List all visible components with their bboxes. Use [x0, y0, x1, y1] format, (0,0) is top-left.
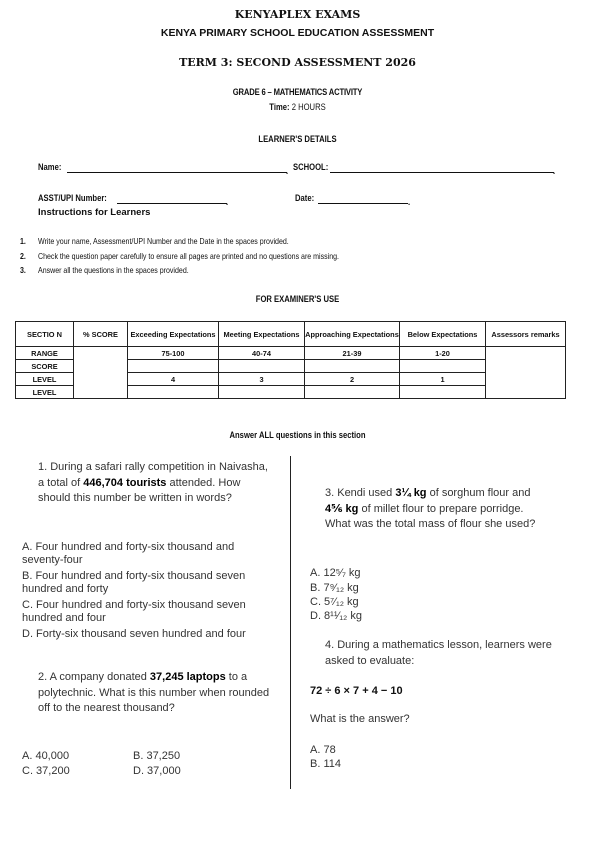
q1-option[interactable]: B. Four hundred and forty-six thousand seven hundred and forty	[22, 570, 246, 595]
q3-text: 3. Kendi used	[325, 487, 396, 499]
score-cell[interactable]	[74, 347, 128, 399]
q4-option[interactable]: A. 78	[310, 744, 336, 756]
q2-highlight: 37,245 laptops	[149, 671, 226, 683]
header-cell: Exceeding Expectations	[128, 322, 219, 347]
q3-option[interactable]: D. 8¹¹⁄₁₂ kg	[310, 610, 362, 622]
period: .	[553, 166, 556, 176]
term-title: TERM 3: SECOND ASSESSMENT 2026	[179, 56, 416, 69]
date-field[interactable]	[318, 203, 408, 204]
remarks-cell[interactable]	[486, 347, 566, 399]
q1-option[interactable]: A. Four hundred and forty-six thousand and seventy-four	[22, 541, 235, 566]
blank-cell[interactable]	[305, 386, 400, 399]
q3-option[interactable]: B. 7⁹⁄₁₂ kg	[310, 582, 359, 594]
q1-option[interactable]: D. Forty-six thousand seven hundred and four	[22, 628, 246, 640]
q4-expression: 72 ÷ 6 × 7 + 4 − 10	[310, 685, 403, 697]
blank-cell[interactable]	[128, 386, 219, 399]
q3-text: of sorghum flour and	[426, 487, 531, 499]
instruction-text: Answer all the questions in the spaces provided.	[38, 266, 189, 275]
q3-option[interactable]: C. 5⁷⁄₁₂ kg	[310, 596, 359, 608]
blank-cell[interactable]	[400, 360, 486, 373]
q1-text: attended. How should this number be written in words?	[38, 476, 241, 504]
header-cell: Below Expectations	[400, 322, 486, 347]
section-title: Answer ALL questions in this section	[229, 430, 366, 440]
header-cell: Assessors remarks	[486, 322, 566, 347]
level-cell: 2	[305, 373, 400, 386]
level-cell: 4	[128, 373, 219, 386]
q4-prompt: What is the answer?	[310, 713, 410, 725]
learner-details-title: LEARNER'S DETAILS	[258, 134, 337, 144]
school-field[interactable]	[330, 172, 554, 173]
header-cell: Meeting Expectations	[219, 322, 305, 347]
row-label: LEVEL	[16, 373, 74, 386]
question-1	[38, 460, 270, 507]
row-label: SCORE	[16, 360, 74, 373]
question-3	[325, 486, 550, 533]
header-cell: SECTIO N	[16, 322, 74, 347]
q2-text: to a polytechnic. What is this number when rounded off to the nearest thousand?	[38, 671, 270, 714]
name-label: Name:	[38, 162, 62, 172]
examiner-title: FOR EXAMINER'S USE	[255, 294, 340, 304]
q2-text: 2. A company donated	[38, 671, 150, 683]
school-label: SCHOOL:	[293, 162, 329, 172]
time-line	[45, 102, 551, 112]
upi-field[interactable]	[117, 203, 227, 204]
header-cell: % SCORE	[74, 322, 128, 347]
period: .	[408, 197, 411, 207]
level-cell: 1	[400, 373, 486, 386]
time-label: Time:	[269, 102, 290, 112]
blank-cell[interactable]	[219, 360, 305, 373]
header-cell: Approaching Expectations	[305, 322, 400, 347]
instruction-num: 3.	[20, 266, 26, 275]
upi-label: ASST/UPI Number:	[38, 193, 107, 203]
range-cell: 75-100	[128, 347, 219, 360]
table-row	[16, 347, 566, 360]
q3-option[interactable]: A. 12⁵⁄₇ kg	[310, 567, 361, 579]
q2-option[interactable]: D. 37,000	[133, 765, 181, 777]
instruction-text: Check the question paper carefully to ensure all pages are printed and no questions are missing.	[38, 252, 339, 261]
blank-cell[interactable]	[128, 360, 219, 373]
q1-text: 1. During a safari rally competition in Naivasha, a total of	[38, 461, 268, 489]
date-label: Date:	[295, 193, 315, 203]
range-cell: 1-20	[400, 347, 486, 360]
q3-text: of millet flour to prepare porridge. What was the total mass of flour she used?	[325, 502, 536, 530]
q1-option[interactable]: C. Four hundred and forty-six thousand seven hundred and four	[22, 599, 246, 624]
grade-title: GRADE 6 – MATHEMATICS ACTIVITY	[232, 87, 363, 97]
q2-option[interactable]: B. 37,250	[133, 750, 181, 762]
instruction-num: 2.	[20, 252, 26, 261]
row-label: LEVEL	[16, 386, 74, 399]
question-2	[38, 670, 270, 717]
question-4: 4. During a mathematics lesson, learners were asked to evaluate:	[325, 639, 552, 667]
blank-cell[interactable]	[219, 386, 305, 399]
name-field[interactable]	[67, 172, 287, 173]
blank-cell[interactable]	[305, 360, 400, 373]
period: .	[226, 197, 229, 207]
range-cell: 40-74	[219, 347, 305, 360]
range-cell: 21-39	[305, 347, 400, 360]
instruction-text: Write your name, Assessment/UPI Number and the Date in the spaces provided.	[38, 237, 289, 246]
assessment-title: KENYA PRIMARY SCHOOL EDUCATION ASSESSMENT	[160, 27, 435, 39]
instructions-title: Instructions for Learners	[38, 207, 151, 218]
q1-highlight: 446,704 tourists	[83, 476, 167, 489]
table-header-row	[16, 322, 566, 347]
row-label: RANGE	[16, 347, 74, 360]
instruction-num: 1.	[20, 237, 26, 246]
time-value: 2 HOURS	[291, 102, 326, 112]
q4-option[interactable]: B. 114	[310, 758, 341, 770]
q3-highlight: 3¼ kg	[395, 487, 427, 499]
column-divider	[290, 456, 291, 789]
examiner-table	[15, 321, 566, 399]
q3-highlight: 4⅚ kg	[325, 502, 359, 515]
level-cell: 3	[219, 373, 305, 386]
q2-option[interactable]: C. 37,200	[22, 765, 70, 777]
blank-cell[interactable]	[400, 386, 486, 399]
q2-option[interactable]: A. 40,000	[22, 750, 70, 762]
period: .	[286, 166, 289, 176]
org-title: KENYAPLEX EXAMS	[234, 8, 361, 21]
